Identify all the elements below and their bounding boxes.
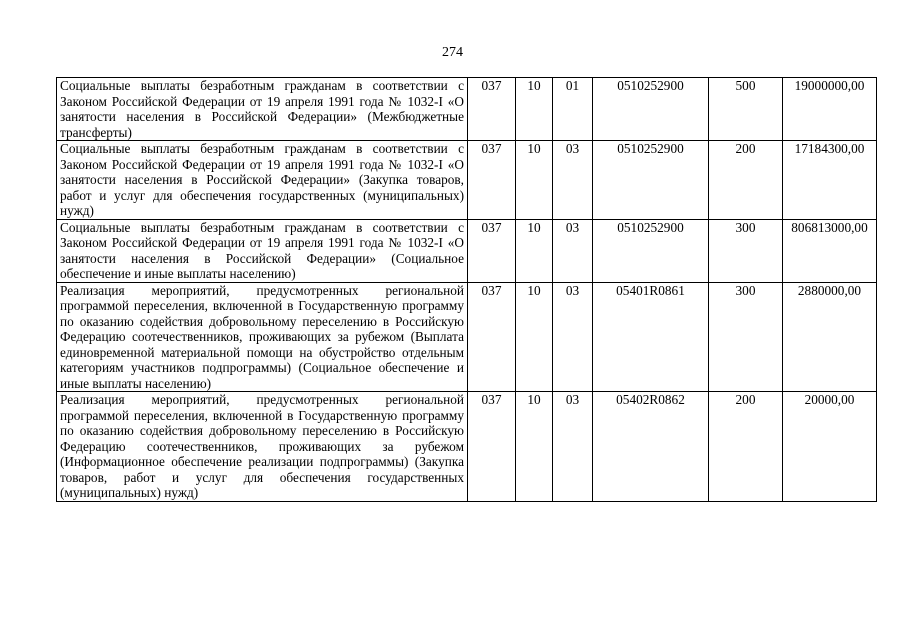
subsection-code-cell: 03 [553, 392, 593, 502]
section-code-cell: 10 [516, 282, 553, 392]
row-name-cell: Социальные выплаты безработным гражданам в соответствии с Законом Российской Федерации от 19 апреля 1991 года № 1032-I «О занятости населения в Российской Федерации» (Закупка товаров, работ и услуг для обеспечения государственных (муниципальных) нужд) [57, 141, 468, 220]
row-name-cell: Социальные выплаты безработным гражданам в соответствии с Законом Российской Федерации от 19 апреля 1991 года № 1032-I «О занятости населения в Российской Федерации» (Межбюджетные трансферты) [57, 78, 468, 141]
amount-cell: 806813000,00 [783, 219, 877, 282]
row-name-cell: Реализация мероприятий, предусмотренных региональной программой переселения, включенной в Государственную программу по оказанию содействия добровольному переселению в Российскую Федерацию соотечественников, проживающих за рубежом (Информационное обеспечение реализации подпрограммы) (Закупка товаров, работ и услуг для обеспечения государственных (муниципальных) нужд) [57, 392, 468, 502]
amount-cell: 2880000,00 [783, 282, 877, 392]
table-row [57, 219, 877, 282]
table-row [57, 282, 877, 392]
row-name-cell: Социальные выплаты безработным гражданам в соответствии с Законом Российской Федерации от 19 апреля 1991 года № 1032-I «О занятости населения в Российской Федерации» (Социальное обеспечение и иные выплаты населению) [57, 219, 468, 282]
expense-type-cell: 200 [709, 141, 783, 220]
section-code-cell: 10 [516, 219, 553, 282]
subsection-code-cell: 03 [553, 141, 593, 220]
amount-cell: 20000,00 [783, 392, 877, 502]
section-code-cell: 10 [516, 78, 553, 141]
expense-type-cell: 200 [709, 392, 783, 502]
target-article-cell: 05401R0861 [593, 282, 709, 392]
grbs-code-cell: 037 [468, 219, 516, 282]
expense-type-cell: 300 [709, 282, 783, 392]
grbs-code-cell: 037 [468, 282, 516, 392]
table-row [57, 392, 877, 502]
amount-cell: 17184300,00 [783, 141, 877, 220]
expense-type-cell: 500 [709, 78, 783, 141]
subsection-code-cell: 03 [553, 219, 593, 282]
table-row [57, 141, 877, 220]
row-name-cell: Реализация мероприятий, предусмотренных региональной программой переселения, включенной в Государственную программу по оказанию содействия добровольному переселению в Российскую Федерацию соотечественников, проживающих за рубежом (Выплата единовременной материальной помощи на обустройство отдельным категориям участников подпрограммы) (Социальное обеспечение и иные выплаты населению) [57, 282, 468, 392]
budget-table [56, 77, 877, 502]
subsection-code-cell: 03 [553, 282, 593, 392]
table-row [57, 78, 877, 141]
target-article-cell: 0510252900 [593, 219, 709, 282]
amount-cell: 19000000,00 [783, 78, 877, 141]
grbs-code-cell: 037 [468, 392, 516, 502]
expense-type-cell: 300 [709, 219, 783, 282]
page-number: 274 [442, 45, 463, 60]
section-code-cell: 10 [516, 141, 553, 220]
target-article-cell: 0510252900 [593, 141, 709, 220]
section-code-cell: 10 [516, 392, 553, 502]
grbs-code-cell: 037 [468, 141, 516, 220]
target-article-cell: 0510252900 [593, 78, 709, 141]
target-article-cell: 05402R0862 [593, 392, 709, 502]
grbs-code-cell: 037 [468, 78, 516, 141]
subsection-code-cell: 01 [553, 78, 593, 141]
